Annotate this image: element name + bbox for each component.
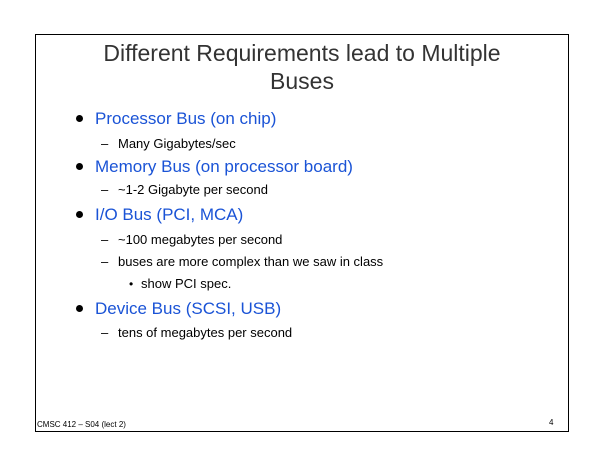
bullet-memory-bus: Memory Bus (on processor board) xyxy=(95,157,353,176)
dash-icon: – xyxy=(101,182,109,197)
bullet-device-bus: Device Bus (SCSI, USB) xyxy=(95,299,282,318)
bullet-dot-icon xyxy=(76,211,83,218)
footer-course-label: CMSC 412 – S04 (lect 2) xyxy=(37,420,126,429)
bullet-dot-icon xyxy=(76,115,83,122)
subitem-device-bus-speed: tens of megabytes per second xyxy=(118,325,293,340)
slide-title-line-1: Different Requirements lead to Multiple xyxy=(103,40,501,66)
dash-icon: – xyxy=(101,232,109,247)
bullet-small-dot-icon: • xyxy=(129,277,134,291)
page-number: 4 xyxy=(549,418,554,427)
bullet-dot-icon xyxy=(76,305,83,312)
dash-icon: – xyxy=(101,254,109,269)
subitem-io-bus-speed: ~100 megabytes per second xyxy=(118,232,283,247)
bullet-processor-bus: Processor Bus (on chip) xyxy=(95,109,277,128)
subitem-io-bus-complexity: buses are more complex than we saw in class xyxy=(118,254,384,269)
slide-title-line-2: Buses xyxy=(270,68,334,94)
subitem-processor-bus-speed: Many Gigabytes/sec xyxy=(118,136,236,151)
dash-icon: – xyxy=(101,136,109,151)
bullet-dot-icon xyxy=(76,163,83,170)
subsubitem-pci-spec: show PCI spec. xyxy=(141,276,232,291)
subitem-memory-bus-speed: ~1-2 Gigabyte per second xyxy=(118,182,268,197)
bullet-io-bus: I/O Bus (PCI, MCA) xyxy=(95,205,244,224)
dash-icon: – xyxy=(101,325,109,340)
